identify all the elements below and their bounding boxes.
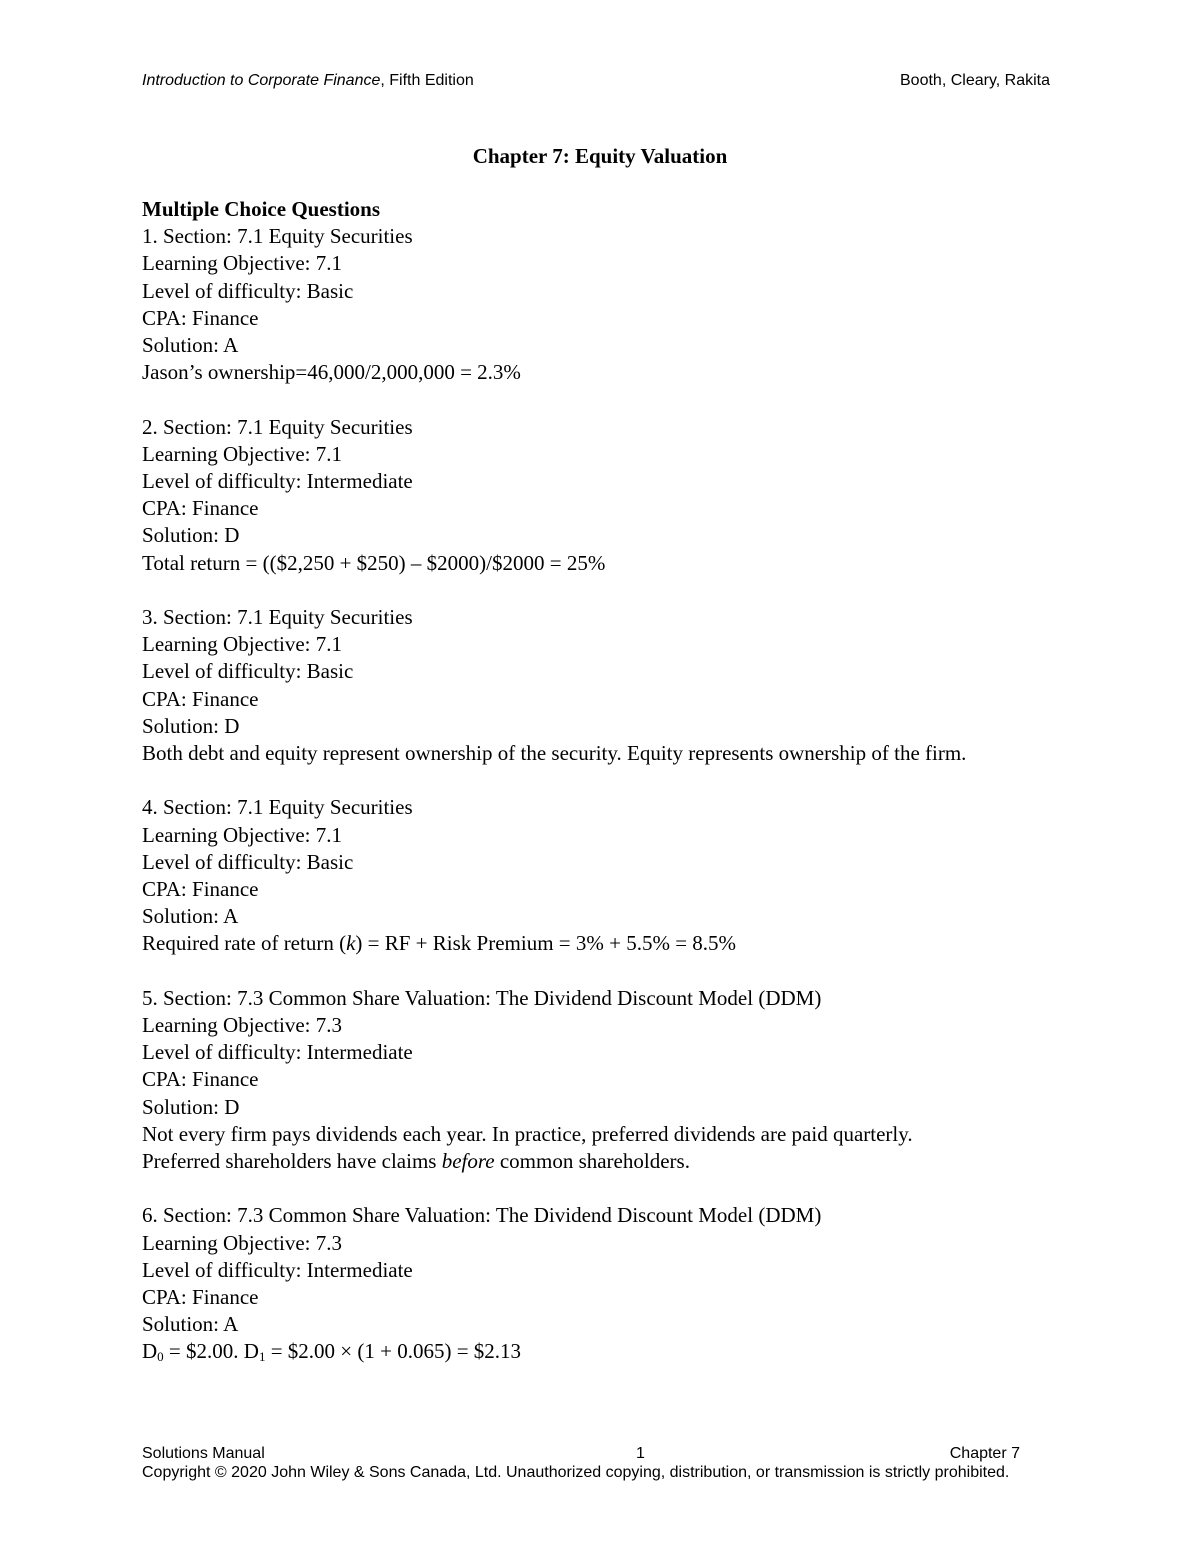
question-section: 6. Section: 7.3 Common Share Valuation: The Dividend Discount Model (DDM) [142,1203,822,1228]
variable-k: k [346,931,356,956]
d0-text: = $2.00. [163,1339,244,1364]
question-5 [142,985,1040,1175]
question-solution: Solution: A [142,1312,239,1337]
question-difficulty: Level of difficulty: Intermediate [142,469,413,494]
footer-chapter: Chapter 7 [949,1445,1020,1462]
question-1 [142,223,1040,386]
question-solution: Solution: A [142,904,239,929]
question-solution: Solution: D [142,523,240,548]
d1-text: = $2.00 × (1 + 0.065) = $2.13 [265,1339,522,1364]
question-objective: Learning Objective: 7.1 [142,632,343,657]
question-section: 3. Section: 7.1 Equity Securities [142,605,413,630]
question-explanation: Both debt and equity represent ownership of the security. Equity represents ownership of the firm. [142,741,967,766]
question-explanation [142,930,1040,957]
question-explanation [142,1148,1040,1175]
question-objective: Learning Objective: 7.1 [142,441,343,466]
page-header [142,70,1050,92]
question-solution: Solution: D [142,1094,240,1119]
question-difficulty: Level of difficulty: Basic [142,278,354,303]
question-difficulty: Level of difficulty: Intermediate [142,1257,413,1282]
d0-label: D [142,1339,158,1364]
question-solution: Solution: A [142,333,239,358]
question-difficulty: Level of difficulty: Basic [142,659,354,684]
chapter-title: Chapter 7: Equity Valuation [472,144,728,168]
header-authors: Booth, Cleary, Rakita [900,72,1050,89]
question-explanation [142,1338,1040,1365]
question-section: 2. Section: 7.1 Equity Securities [142,414,413,439]
explanation-text: Preferred shareholders have claims [142,1149,442,1174]
question-explanation: Jason’s ownership=46,000/2,000,000 = 2.3% [142,360,521,385]
question-objective: Learning Objective: 7.1 [142,251,343,276]
question-objective: Learning Objective: 7.1 [142,822,343,847]
question-cpa: CPA: Finance [142,496,259,521]
question-cpa: CPA: Finance [142,1285,259,1310]
section-heading: Multiple Choice Questions [142,197,381,221]
d0-subscript: 0 [157,1349,164,1365]
page-number: 1 [636,1445,645,1462]
question-section: 4. Section: 7.1 Equity Securities [142,795,413,820]
question-explanation: Total return = (($2,250 + $250) – $2000)/$2000 = 25% [142,550,606,575]
copyright: Copyright © 2020 John Wiley & Sons Canada, Ltd. Unauthorized copying, distribution, or transmission is strictly prohibited. [142,1464,1010,1481]
footer-row [142,1444,1050,1463]
explanation-text: Required rate of return ( [142,931,347,956]
emphasis: before [441,1149,495,1174]
question-cpa: CPA: Finance [142,1067,259,1092]
question-2 [142,414,1040,577]
question-cpa: CPA: Finance [142,877,259,902]
page-footer [142,1444,1050,1482]
d1-label: D [243,1339,259,1364]
question-explanation: Not every firm pays dividends each year. In practice, preferred dividends are paid quarterly. [142,1121,913,1146]
explanation-text: common shareholders. [494,1149,690,1174]
question-solution: Solution: D [142,713,240,738]
question-cpa: CPA: Finance [142,305,259,330]
question-4 [142,794,1040,957]
explanation-text: ) = RF + Risk Premium = 3% + 5.5% = 8.5% [355,931,737,956]
question-section: 1. Section: 7.1 Equity Securities [142,224,413,249]
question-6 [142,1202,1040,1365]
footer-left: Solutions Manual [142,1445,265,1462]
document-body [142,196,1040,1393]
header-book [142,70,474,92]
question-cpa: CPA: Finance [142,686,259,711]
edition: , Fifth Edition [380,72,474,89]
question-section: 5. Section: 7.3 Common Share Valuation: The Dividend Discount Model (DDM) [142,985,822,1010]
question-3 [142,604,1040,767]
question-objective: Learning Objective: 7.3 [142,1230,343,1255]
question-objective: Learning Objective: 7.3 [142,1013,343,1038]
question-difficulty: Level of difficulty: Basic [142,849,354,874]
question-difficulty: Level of difficulty: Intermediate [142,1040,413,1065]
d1-subscript: 1 [258,1349,266,1365]
book-title: Introduction to Corporate Finance [142,72,381,89]
